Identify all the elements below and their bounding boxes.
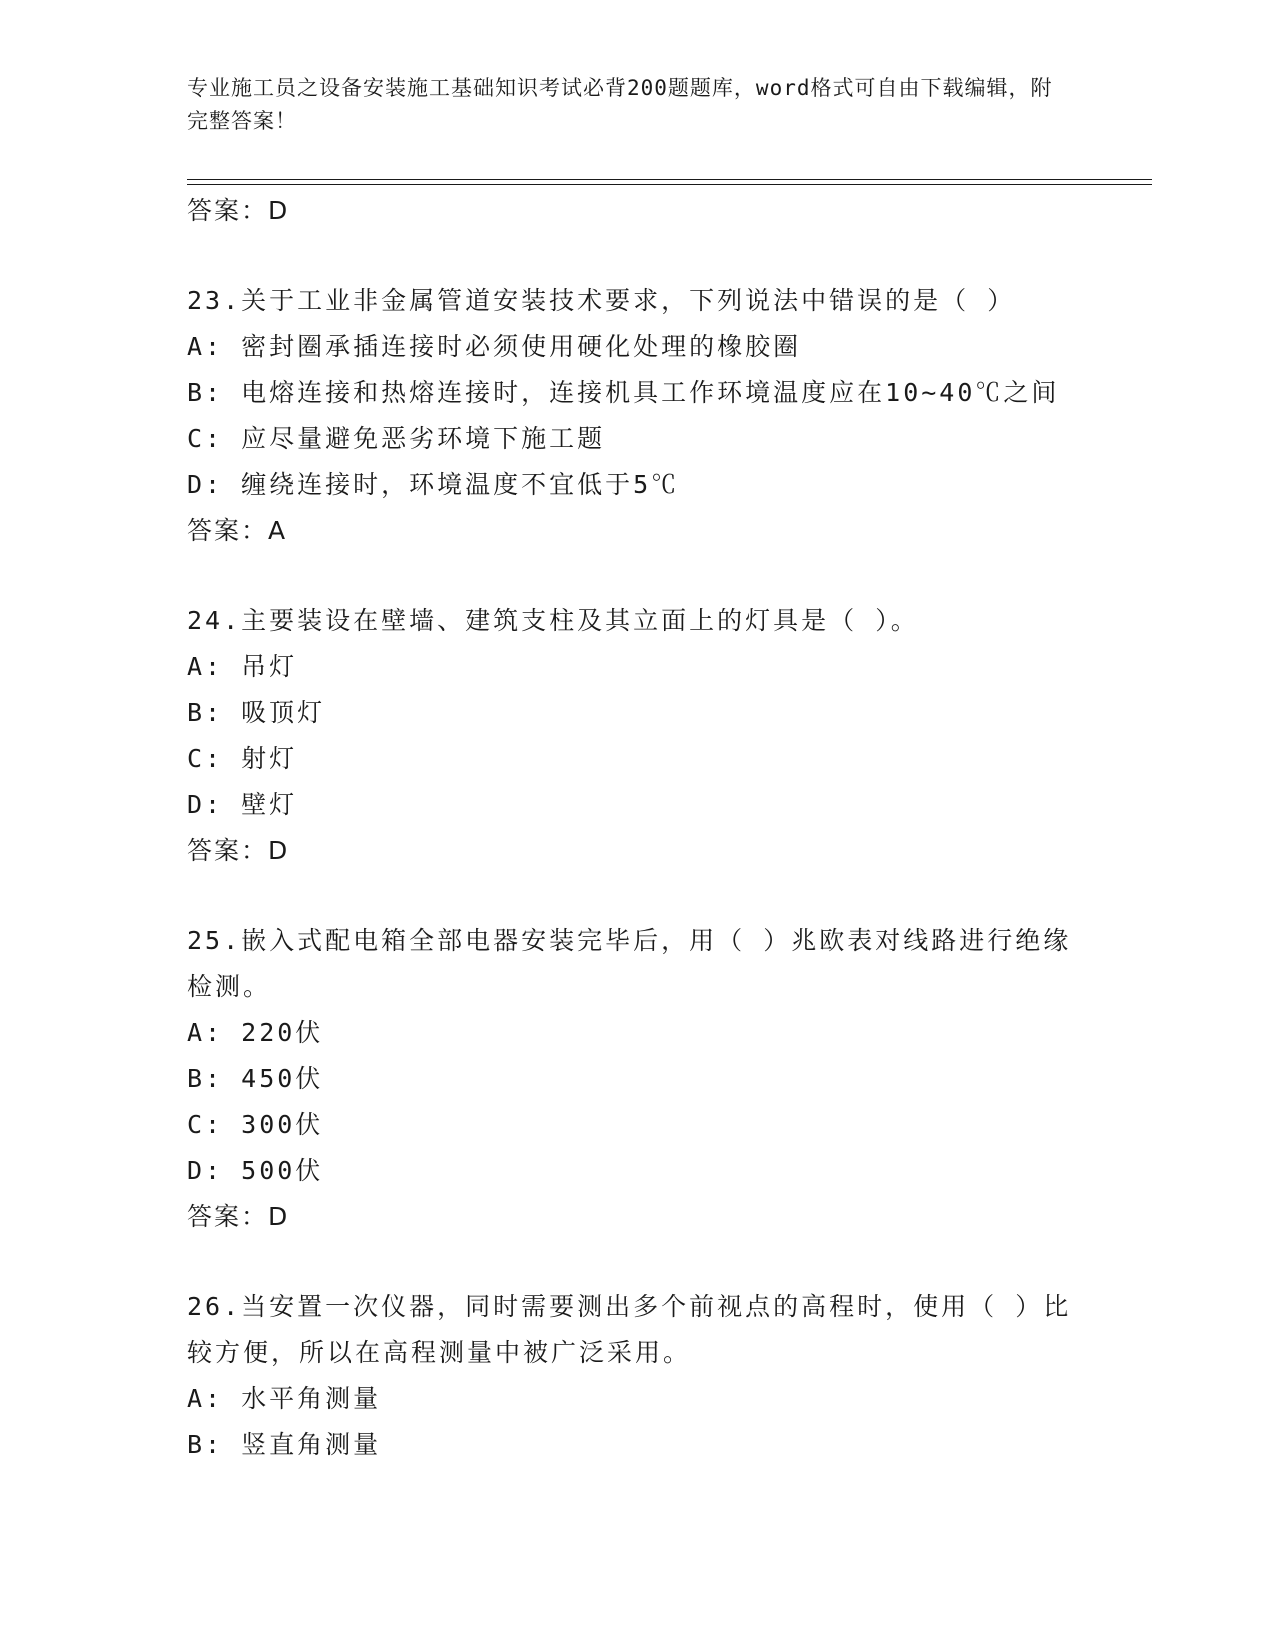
option-d: D: 500伏 xyxy=(187,1156,324,1185)
answer-line: 答案：D xyxy=(187,836,290,865)
option-b: B: 450伏 xyxy=(187,1064,324,1093)
option-a: A: 220伏 xyxy=(187,1018,324,1047)
answer-line: 答案：D xyxy=(187,196,290,225)
option-c: C: 应尽量避免恶劣环境下施工题 xyxy=(187,424,606,453)
answer-line: 答案：A xyxy=(187,516,288,545)
question-24 xyxy=(187,598,1087,874)
question-text: 24.主要装设在壁墙、建筑支柱及其立面上的灯具是（ ）。 xyxy=(187,606,919,635)
document-title: 专业施工员之设备安装施工基础知识考试必背200题题库，word格式可自由下载编辑，附完整答案！ xyxy=(187,76,1053,133)
option-b: B: 吸顶灯 xyxy=(187,698,326,727)
question-25 xyxy=(187,918,1087,1240)
question-text: 26.当安置一次仪器，同时需要测出多个前视点的高程时，使用（ ）比较方便，所以在高程测量中被广泛采用。 xyxy=(187,1292,1072,1367)
option-a: A: 水平角测量 xyxy=(187,1384,382,1413)
option-a: A: 吊灯 xyxy=(187,652,298,681)
option-d: D: 壁灯 xyxy=(187,790,298,819)
header-divider-top xyxy=(187,179,1152,180)
option-d: D: 缠绕连接时，环境温度不宜低于5℃ xyxy=(187,470,680,499)
option-b: B: 竖直角测量 xyxy=(187,1430,382,1459)
option-b: B: 电熔连接和热熔连接时，连接机具工作环境温度应在10~40℃之间 xyxy=(187,378,1060,407)
document-header xyxy=(187,72,1067,138)
option-a: A: 密封圈承插连接时必须使用硬化处理的橡胶圈 xyxy=(187,332,802,361)
question-23 xyxy=(187,278,1087,554)
header-divider-bottom xyxy=(187,184,1152,185)
question-26 xyxy=(187,1284,1087,1468)
option-c: C: 300伏 xyxy=(187,1110,324,1139)
question-text: 25.嵌入式配电箱全部电器安装完毕后，用（ ）兆欧表对线路进行绝缘检测。 xyxy=(187,926,1072,1001)
question-text: 23.关于工业非金属管道安装技术要求，下列说法中错误的是（ ） xyxy=(187,286,1016,315)
answer-line: 答案：D xyxy=(187,1202,290,1231)
option-c: C: 射灯 xyxy=(187,744,298,773)
question-list xyxy=(187,188,1087,1468)
